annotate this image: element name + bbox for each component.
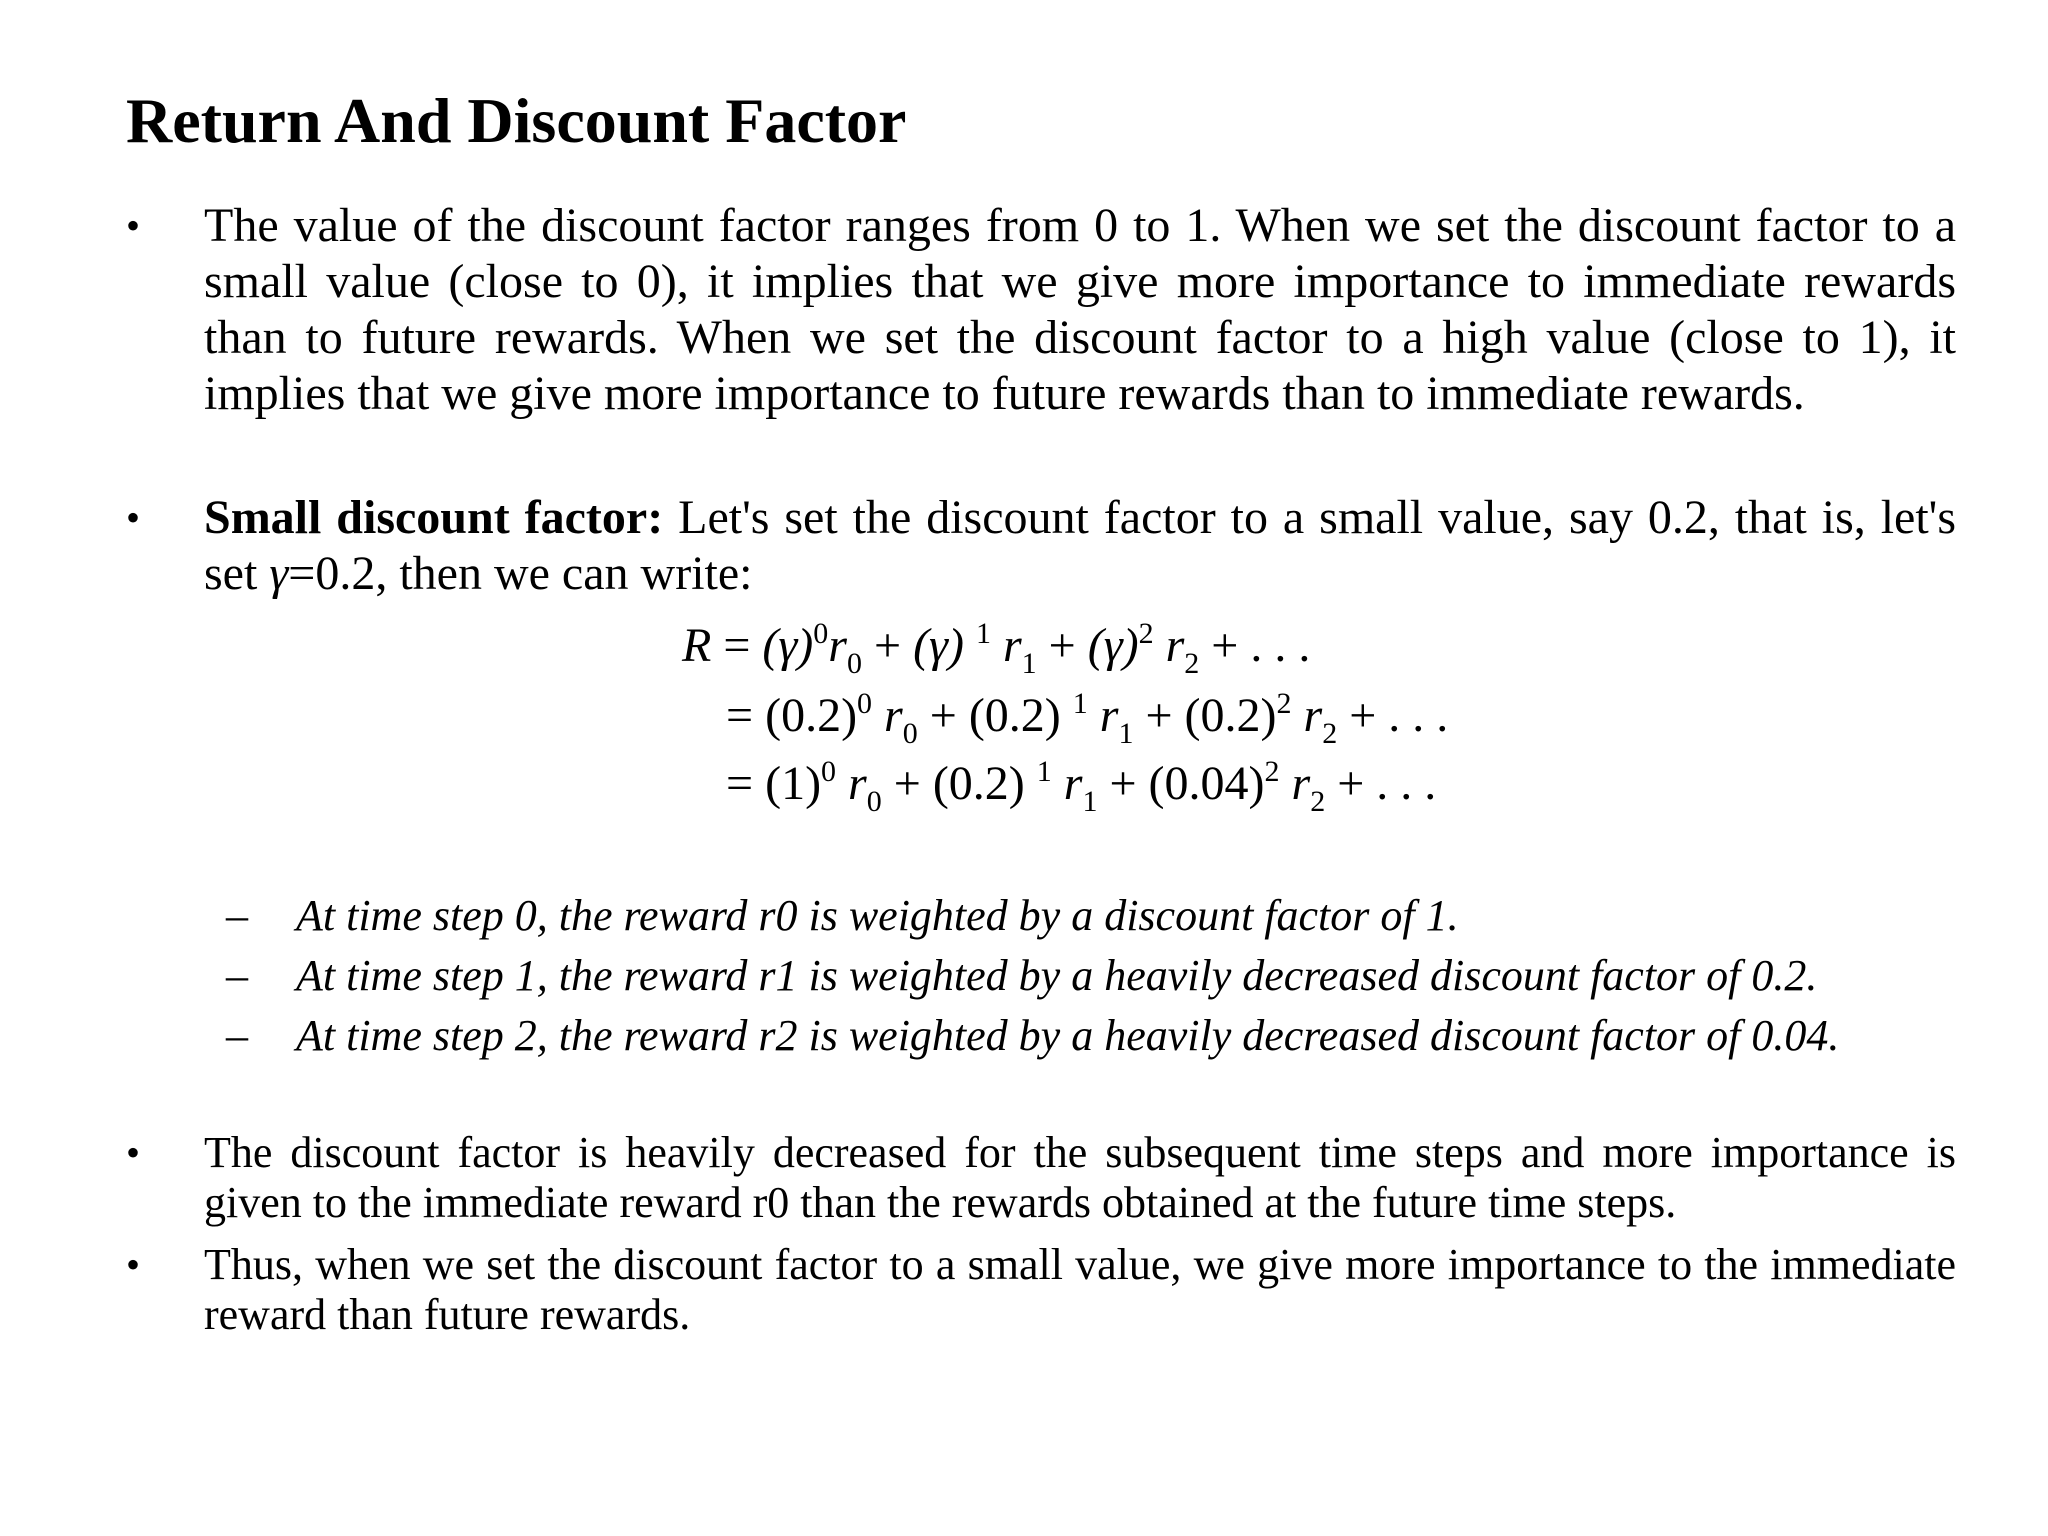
eq-subscript: 1 [1021,647,1037,680]
eq-reward: r [1051,757,1083,810]
dash-marker: – [226,891,248,940]
sub-point-2 [226,948,1926,1008]
bullet-dot: • [126,495,141,540]
eq-subscript: 0 [902,717,918,750]
equation-line-2 [726,687,1449,750]
eq-subscript: 2 [1184,647,1200,680]
eq-reward: r [872,689,903,742]
eq-reward: r [1153,619,1185,672]
eq-term-base: (1) [765,757,822,810]
eq-reward: r [1279,757,1311,810]
eq-plus: + [1133,689,1185,742]
eq-term-base: (γ) [762,619,814,672]
eq-reward: r [836,757,867,810]
bullet-2-text-b: =0.2, then we can write: [288,547,753,600]
eq-term-base: (γ) [913,619,976,672]
sub-point-3-text: At time step 2, the reward r2 is weighted by a heavily decreased discount factor of 0.04. [296,1011,1840,1060]
eq-plus: + [881,757,933,810]
eq-reward: r [1291,689,1323,742]
eq-power: 1 [975,617,991,650]
eq-power: 0 [857,687,873,720]
eq-equals: = [726,689,766,742]
eq-equals: = [726,757,766,810]
eq-term-base: (0.2) [765,689,858,742]
eq-power: 1 [1072,687,1088,720]
dash-marker: – [226,951,248,1000]
eq-plus: + [1036,619,1088,672]
bullet-dot: • [126,203,141,248]
eq-power: 2 [1138,617,1154,650]
gamma-symbol: γ [269,547,289,600]
equation-line-3 [726,755,1437,818]
eq-power: 2 [1276,687,1292,720]
dash-marker: – [226,1011,248,1060]
sub-point-2-text: At time step 1, the reward r1 is weighted by a heavily decreased discount factor of 0.2. [296,951,1818,1000]
eq-tail: + . . . [1199,619,1311,672]
eq-reward: r [990,619,1022,672]
eq-plus: + [917,689,969,742]
bullet-2-text [204,490,1956,602]
eq-plus: + [861,619,914,672]
eq-subscript: 2 [1322,717,1338,750]
eq-subscript: 0 [846,647,862,680]
bullet-2-text-a: Let's set the discount factor to a small value, say 0.2, that is, let's set [204,491,1956,600]
equation-line-1 [682,617,1311,680]
eq-power: 0 [821,755,837,788]
eq-reward: r [1087,689,1119,742]
eq-subscript: 1 [1082,785,1098,818]
eq-reward: r [828,619,847,672]
sub-point-1-text: At time step 0, the reward r0 is weighted by a discount factor of 1. [296,891,1459,940]
eq-term-base: (0.2) [1184,689,1277,742]
eq-subscript: 2 [1310,785,1326,818]
eq-power: 1 [1036,755,1052,788]
sub-point-1 [226,888,1926,948]
eq-power: 2 [1264,755,1280,788]
eq-tail: + . . . [1337,689,1449,742]
eq-lhs: R [682,619,712,672]
eq-term-base: (γ) [1087,619,1139,672]
eq-power: 0 [813,617,829,650]
bullet-dot: • [126,1242,141,1287]
eq-term-base: (0.04) [1148,757,1265,810]
bullet-3-text: The discount factor is heavily decreased for the subsequent time steps and more importance is given to the immediate reward r0 than the rewards obtained at the future time steps. [204,1128,1956,1227]
eq-equals: = [711,619,763,672]
small-discount-label: Small discount factor: [204,491,664,544]
eq-subscript: 0 [866,785,882,818]
bullet-1-text: The value of the discount factor ranges from 0 to 1. When we set the discount factor to a small value (close to 0), it implies that we give more importance to immediate rewards than to future rewards. When we set the discount factor to a high value (close to 1), it implies that we give more importance to future rewards than to immediate rewards. [204,199,1956,420]
bullet-dot: • [126,1130,141,1175]
eq-term-base: (0.2) [932,757,1037,810]
bullet-4-text: Thus, when we set the discount factor to a small value, we give more importance to the immediate reward than future rewards. [204,1240,1956,1339]
eq-tail: + . . . [1325,757,1437,810]
eq-subscript: 1 [1118,717,1134,750]
eq-term-base: (0.2) [968,689,1073,742]
sub-point-3 [226,1008,1926,1068]
slide-title: Return And Discount Factor [126,85,907,156]
eq-plus: + [1097,757,1149,810]
